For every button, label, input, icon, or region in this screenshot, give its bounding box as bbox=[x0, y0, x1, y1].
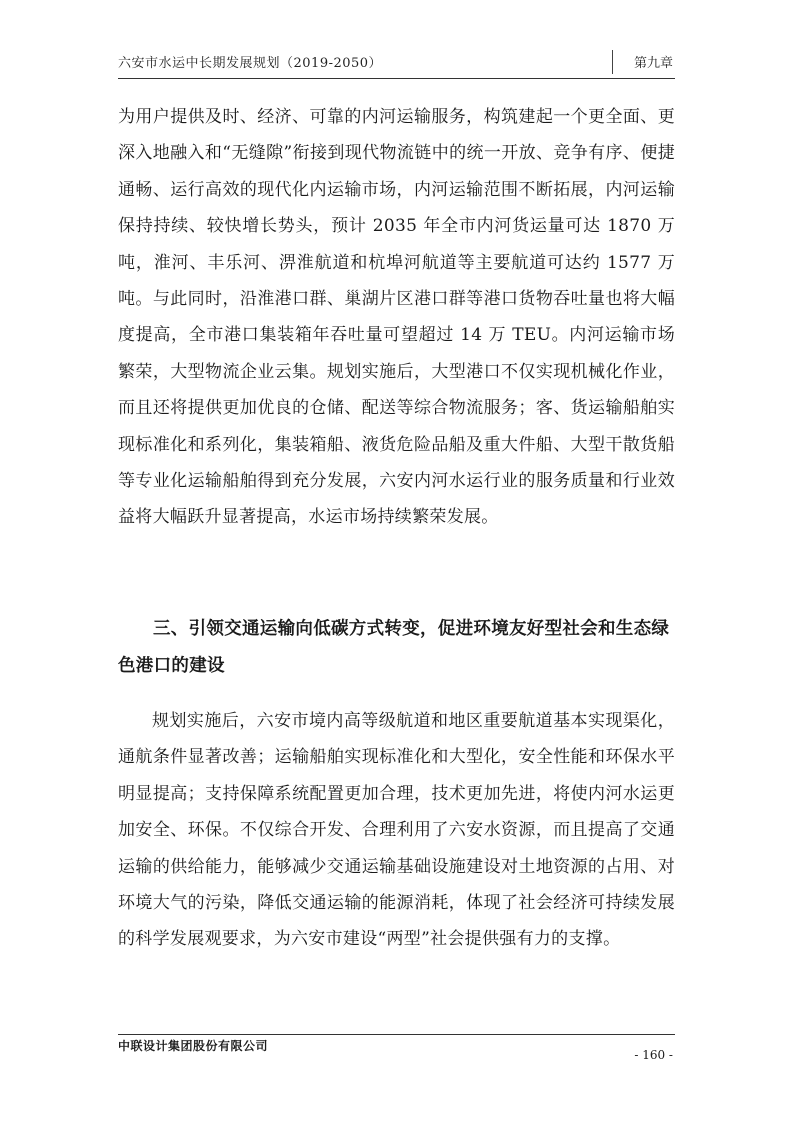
chapter-label: 第九章 bbox=[633, 56, 673, 71]
body-paragraph-1: 为用户提供及时、经济、可靠的内河运输服务，构筑建起一个更全面、更深入地融入和“无缝隙”衔接到现代物流链中的统一开放、竞争有序、便捷通畅、运行高效的现代化内运输市场，内河运输范围不断拓展，内河运输保持持续、较快增长势头，预计 2035 年全市内河货运量可达 1870 万吨，淮河、丰乐河、淠淮航道和杭埠河航道等主要航道可达约 1577 万吨。与此同时，沿淮港口群、巢湖片区港口群等港口货物吞吐量也将大幅度提高，全市港口集装箱年吞吐量可望超过 14 万 TEU。内河运输市场繁荣，大型物流企业云集。规划实施后，大型港口不仅实现机械化作业，而且还将提供更加优良的仓储、配送等综合物流服务；客、货运输船舶实现标准化和系列化，集装箱船、液货危险品船及重大件船、大型干散货船等专业化运输船舶得到充分发展，六安内河水运行业的服务质量和行业效益将大幅跃升显著提高，水运市场持续繁荣发展。 bbox=[118, 107, 675, 528]
footer-company-name: 中联设计集团股份有限公司 bbox=[118, 1039, 269, 1053]
header-rule bbox=[118, 78, 675, 79]
body-paragraph-1-container bbox=[118, 99, 675, 536]
body-paragraph-2-container bbox=[118, 703, 675, 958]
body-paragraph-2: 规划实施后，六安市境内高等级航道和地区重要航道基本实现渠化，通航条件显著改善；运输船舶实现标准化和大型化，安全性能和环保水平明显提高；支持保障系统配置更加合理，技术更加先进，将使内河水运更加安全、环保。不仅综合开发、合理利用了六安水资源，而且提高了交通运输的供给能力，能够减少交通运输基础设施建设对土地资源的占用、对环境大气的污染，降低交通运输的能源消耗，体现了社会经济可持续发展的科学发展观要求，为六安市建设“两型”社会提供强有力的支撑。 bbox=[118, 711, 675, 950]
section-heading: 三、引领交通运输向低碳方式转变，促进环境友好型社会和生态绿色港口的建设 bbox=[118, 619, 670, 676]
document-title: 六安市水运中长期发展规划（2019-2050） bbox=[118, 56, 383, 71]
page-header bbox=[118, 52, 675, 76]
page-number: - 160 - bbox=[634, 1048, 673, 1062]
footer-rule bbox=[118, 1034, 675, 1035]
header-separator bbox=[612, 50, 613, 74]
